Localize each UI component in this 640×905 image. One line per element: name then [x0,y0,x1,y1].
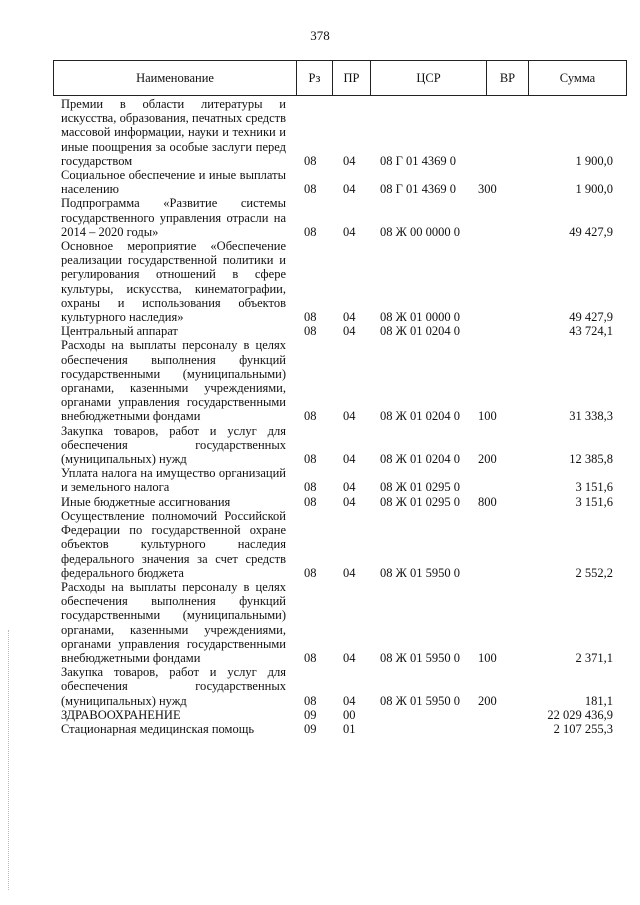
row-sum: 12 385,8 [569,452,613,467]
row-csr: 08 Г 01 4369 0 [380,182,456,197]
table-row [53,665,627,708]
row-rz: 08 [304,693,317,708]
table-row [53,495,627,509]
row-sum: 3 151,6 [575,480,613,495]
row-csr: 08 Ж 01 0204 0 [380,452,460,467]
row-rz: 08 [304,182,317,197]
row-name: Уплата налога на имущество организаций и земельного налога [61,466,286,495]
row-name: Подпрограмма «Развитие системы государственного управления отрасли на 2014 – 2020 годы» [61,196,286,239]
row-pr: 04 [343,480,356,495]
row-name: Закупка товаров, работ и услуг для обеспечения государственных (муниципальных) нужд [61,665,286,708]
table-row [53,239,627,324]
row-sum: 2 371,1 [575,650,613,665]
row-rz: 09 [304,721,317,736]
row-pr: 04 [343,182,356,197]
row-sum: 181,1 [584,693,613,708]
row-sum: 22 029 436,9 [547,707,613,722]
table-row [53,97,627,168]
row-rz: 08 [304,324,317,339]
row-name: Осуществление полномочий Российской Федерации по государственной охране объектов культурного наследия федерального значения за счет средств федерального бюджета [61,508,286,580]
row-csr: 08 Ж 01 0295 0 [380,480,460,495]
row-name: Расходы на выплаты персоналу в целях обеспечения выполнения функций государственными (муниципальными) органами, казенными учреждениями, органами управления государственными внебюджетными фондами [61,579,286,665]
row-name: Расходы на выплаты персоналу в целях обеспечения выполнения функций государственными (муниципальными) органами, казенными учреждениями, органами управления государственными внебюджетными фондами [61,338,286,424]
table-row [53,168,627,196]
row-pr: 04 [343,153,356,168]
row-sum: 3 151,6 [575,494,613,509]
row-rz: 08 [304,565,317,580]
table-row [53,580,627,665]
row-rz: 08 [304,409,317,424]
table-header [53,60,627,96]
header-csr: ЦСР [370,61,486,95]
row-csr: 08 Ж 01 0204 0 [380,409,460,424]
row-name: Стационарная медицинская помощь [61,721,255,736]
table-row [53,196,627,239]
table-row [53,509,627,580]
row-csr: 08 Ж 01 0000 0 [380,310,460,325]
row-sum: 49 427,9 [569,224,613,239]
row-csr: 08 Ж 00 0000 0 [380,224,460,239]
row-sum: 43 724,1 [569,324,613,339]
row-pr: 04 [343,494,356,509]
header-sum: Сумма [528,61,626,95]
row-sum: 2 552,2 [575,565,613,580]
table-row [53,324,627,338]
row-rz: 08 [304,480,317,495]
row-vr: 800 [478,494,497,509]
row-rz: 08 [304,650,317,665]
row-rz: 08 [304,494,317,509]
row-sum: 1 900,0 [575,153,613,168]
row-rz: 08 [304,452,317,467]
row-vr: 300 [478,182,497,197]
table-row [53,338,627,423]
row-pr: 04 [343,452,356,467]
row-sum: 1 900,0 [575,182,613,197]
table-row [53,424,627,467]
row-name: Премии в области литературы и искусства, образования, печатных средств массовой информации, науки и техники и иные поощрения за особые заслуги перед государством [61,97,286,168]
scan-margin-line [8,630,10,890]
page-number: 378 [310,28,330,43]
row-sum: 49 427,9 [569,310,613,325]
row-name: Основное мероприятие «Обеспечение реализации государственной политики и регулирования отношений в сфере культуры, искусства, кинематографии, охраны и использования объектов культурного наследия» [61,239,286,325]
table-row [53,722,627,736]
row-name: Центральный аппарат [61,324,178,339]
row-csr: 08 Ж 01 0204 0 [380,324,460,339]
table-row [53,466,627,494]
header-pr: ПР [332,61,370,95]
row-sum: 31 338,3 [569,409,613,424]
row-sum: 2 107 255,3 [553,721,613,736]
row-vr: 100 [478,650,497,665]
row-pr: 04 [343,310,356,325]
row-rz: 08 [304,153,317,168]
row-vr: 200 [478,452,497,467]
row-csr: 08 Ж 01 5950 0 [380,650,460,665]
row-pr: 04 [343,650,356,665]
row-csr: 08 Ж 01 5950 0 [380,693,460,708]
header-rz: Рз [296,61,332,95]
table-row [53,708,627,722]
row-rz: 08 [304,224,317,239]
row-vr: 200 [478,693,497,708]
row-rz: 08 [304,310,317,325]
row-name: Иные бюджетные ассигнования [61,494,231,509]
row-rz: 09 [304,707,317,722]
row-pr: 04 [343,693,356,708]
row-csr: 08 Ж 01 0295 0 [380,494,460,509]
row-name: ЗДРАВООХРАНЕНИЕ [61,707,181,722]
row-csr: 08 Ж 01 5950 0 [380,565,460,580]
header-vr: ВР [486,61,528,95]
row-pr: 04 [343,565,356,580]
row-pr: 00 [343,707,356,722]
row-pr: 01 [343,721,356,736]
table-body [53,97,627,736]
row-csr: 08 Г 01 4369 0 [380,153,456,168]
header-name: Наименование [136,70,214,85]
row-pr: 04 [343,324,356,339]
row-pr: 04 [343,224,356,239]
row-vr: 100 [478,409,497,424]
row-pr: 04 [343,409,356,424]
row-name: Закупка товаров, работ и услуг для обеспечения государственных (муниципальных) нужд [61,423,286,467]
row-name: Социальное обеспечение и иные выплаты населению [61,168,286,197]
